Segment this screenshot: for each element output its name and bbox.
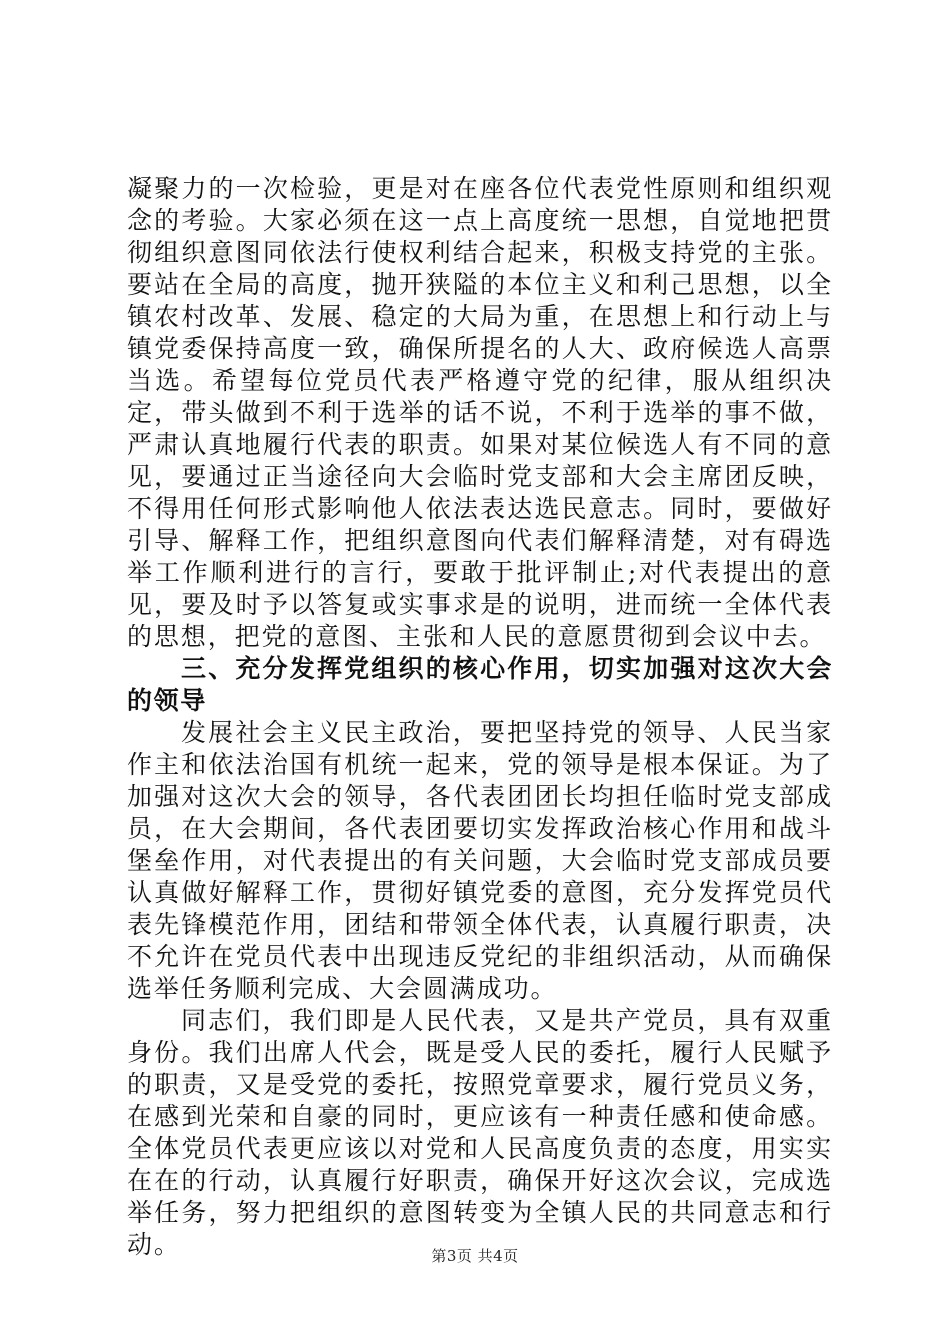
- paragraph-continued: 凝聚力的一次检验，更是对在座各位代表党性原则和组织观念的考验。大家必须在这一点上高度统一思想，自觉地把贯彻组织意图同依法行使权利结合起来，积极支持党的主张。要站在全局的高度，抛开狭隘的本位主义和利己思想，以全镇农村改革、发展、稳定的大局为重，在思想上和行动上与镇党委保持高度一致，确保所提名的人大、政府候选人高票当选。希望每位党员代表严格遵守党的纪律，服从组织决定，带头做到不利于选举的话不说，不利于选举的事不做，严肃认真地履行代表的职责。如果对某位候选人有不同的意见，要通过正当途径向大会临时党支部和大会主席团反映，不得用任何形式影响他人依法表达选民意志。同时，要做好引导、解释工作，把组织意图向代表们解释清楚，对有碍选举工作顺利进行的言行，要敢于批评制止;对代表提出的意见，要及时予以答复或实事求是的说明，进而统一全体代表的思想，把党的意图、主张和人民的意愿贯彻到会议中去。: [127, 174, 833, 651]
- page-number-footer: 第3页 共4页: [431, 1247, 519, 1265]
- paragraph: 同志们，我们即是人民代表，又是共产党员，具有双重身份。我们出席人代会，既是受人民的委托，履行人民赋予的职责，又是受党的委托，按照党章要求，履行党员义务，在感到光荣和自豪的同时，更应该有一种责任感和使命感。全体党员代表更应该以对党和人民高度负责的态度，用实实在在的行动，认真履行好职责，确保开好这次会议，完成选举任务，努力把组织的意图转变为全镇人民的共同意志和行动。: [127, 1006, 833, 1259]
- section-heading: 三、充分发挥党组织的核心作用，切实加强对这次大会的领导: [127, 654, 833, 715]
- paragraph: 发展社会主义民主政治，要把坚持党的领导、人民当家作主和依法治国有机统一起来，党的领导是根本保证。为了加强对这次大会的领导，各代表团团长均担任临时党支部成员，在大会期间，各代表团要切实发挥政治核心作用和战斗堡垒作用，对代表提出的有关问题，大会临时党支部成员要认真做好解释工作，贯彻好镇党委的意图，充分发挥党员代表先锋模范作用，团结和带领全体代表，认真履行职责，决不允许在党员代表中出现违反党纪的非组织活动，从而确保选举任务顺利完成、大会圆满成功。: [127, 718, 833, 1003]
- document-body: [127, 173, 833, 1261]
